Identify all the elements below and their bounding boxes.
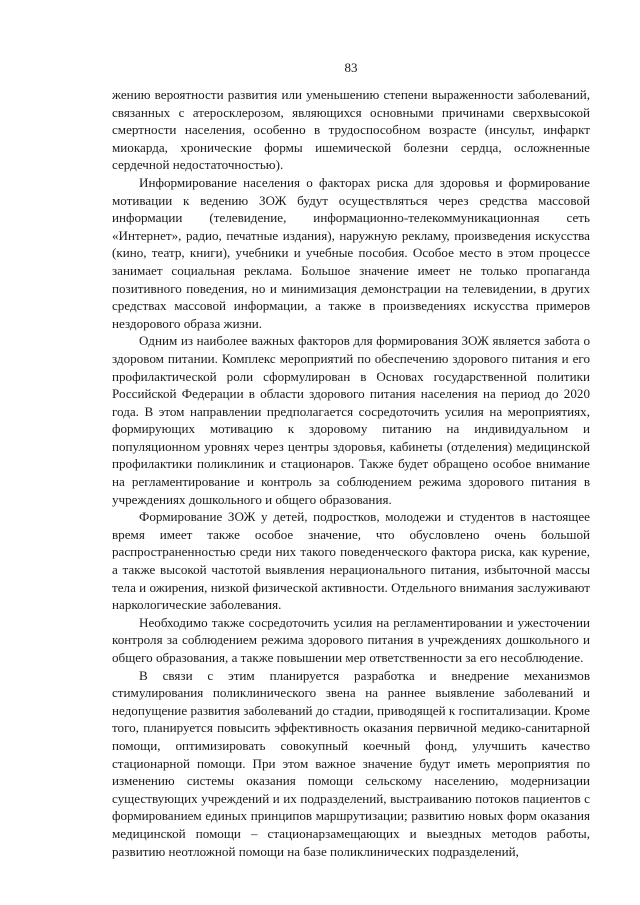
paragraph: В связи с этим планируется разработка и внедрение механизмов стимулирования поликлинического звена на раннее выявление заболеваний и недопущение развития заболеваний до стадии, приводящей к госпитализации. Кроме того, планируется повысить эффективность оказания первичной медико-санитарной помощи, оптимизировать совокупный коечный фонд, улучшить качество стационарной помощи. При этом важное значение будут иметь мероприятия по изменению системы оказания помощи сельскому населению, модернизации существующих учреждений и их подразделений, выстраиванию потоков пациентов с формированием единых принципов маршрутизации; развитию новых форм оказания медицинской помощи – стационарзамещающих и выездных методов работы, развитию неотложной помощи на базе поликлинических подразделений, — [112, 667, 590, 859]
paragraph: жению вероятности развития или уменьшению степени выраженности заболеваний, связанных с атеросклерозом, являющихся основными причинами сверхвысокой смертности населения, особенно в трудоспособном возрасте (инсульт, инфаркт миокарда, хронические формы ишемической болезни сердца, осложненные сердечной недостаточностью). — [112, 87, 590, 173]
page-number: 83 — [344, 60, 358, 75]
body-text — [112, 86, 590, 860]
paragraph: Формирование ЗОЖ у детей, подростков, молодежи и студентов в настоящее время имеет также особое значение, что обусловлено очень большой распространенностью среди них такого поведенческого фактора риска, как курение, а также высокой частотой выявления нерационального питания, избыточной массы тела и ожирения, низкой физической активности. Отдельного внимания заслуживают наркологические заболевания. — [112, 509, 590, 613]
paragraph: Информирование населения о факторах риска для здоровья и формирование мотивации к ведению ЗОЖ будут осуществляться через средства массовой информации (телевидение, информационно-телекоммуникационная сеть «Интернет», радио, печатные издания), наружную рекламу, произведения искусства (кино, театр, книги), учебники и учебные пособия. Особое место в этом процессе занимает социальная реклама. Большое значение имеет не только пропаганда позитивного поведения, но и минимизация демонстрации на телевидении, в других средствах массовой информации, а также в произведениях искусства примеров нездорового образа жизни. — [112, 174, 590, 331]
paragraph: Одним из наиболее важных факторов для формирования ЗОЖ является забота о здоровом питании. Комплекс мероприятий по обеспечению здорового питания и его профилактической роли сформулирован в Основах государственной политики Российской Федерации в области здорового питания населения на период до 2020 года. В этом направлении предполагается сосредоточить усилия на мероприятиях, формирующих мотивацию к здоровому питанию на индивидуальном и популяционном уровнях через центры здоровья, кабинеты (отделения) медицинской профилактики поликлиник и стационаров. Также будет обращено особое внимание на регламентирование и контроль за соблюдением режима здорового питания в учреждениях дошкольного и общего образования. — [112, 333, 590, 507]
paragraph: Необходимо также сосредоточить усилия на регламентировании и ужесточении контроля за соблюдением режима здорового питания в учреждениях дошкольного и общего образования, а также повышении мер ответственности за его несоблюдение. — [112, 614, 590, 665]
